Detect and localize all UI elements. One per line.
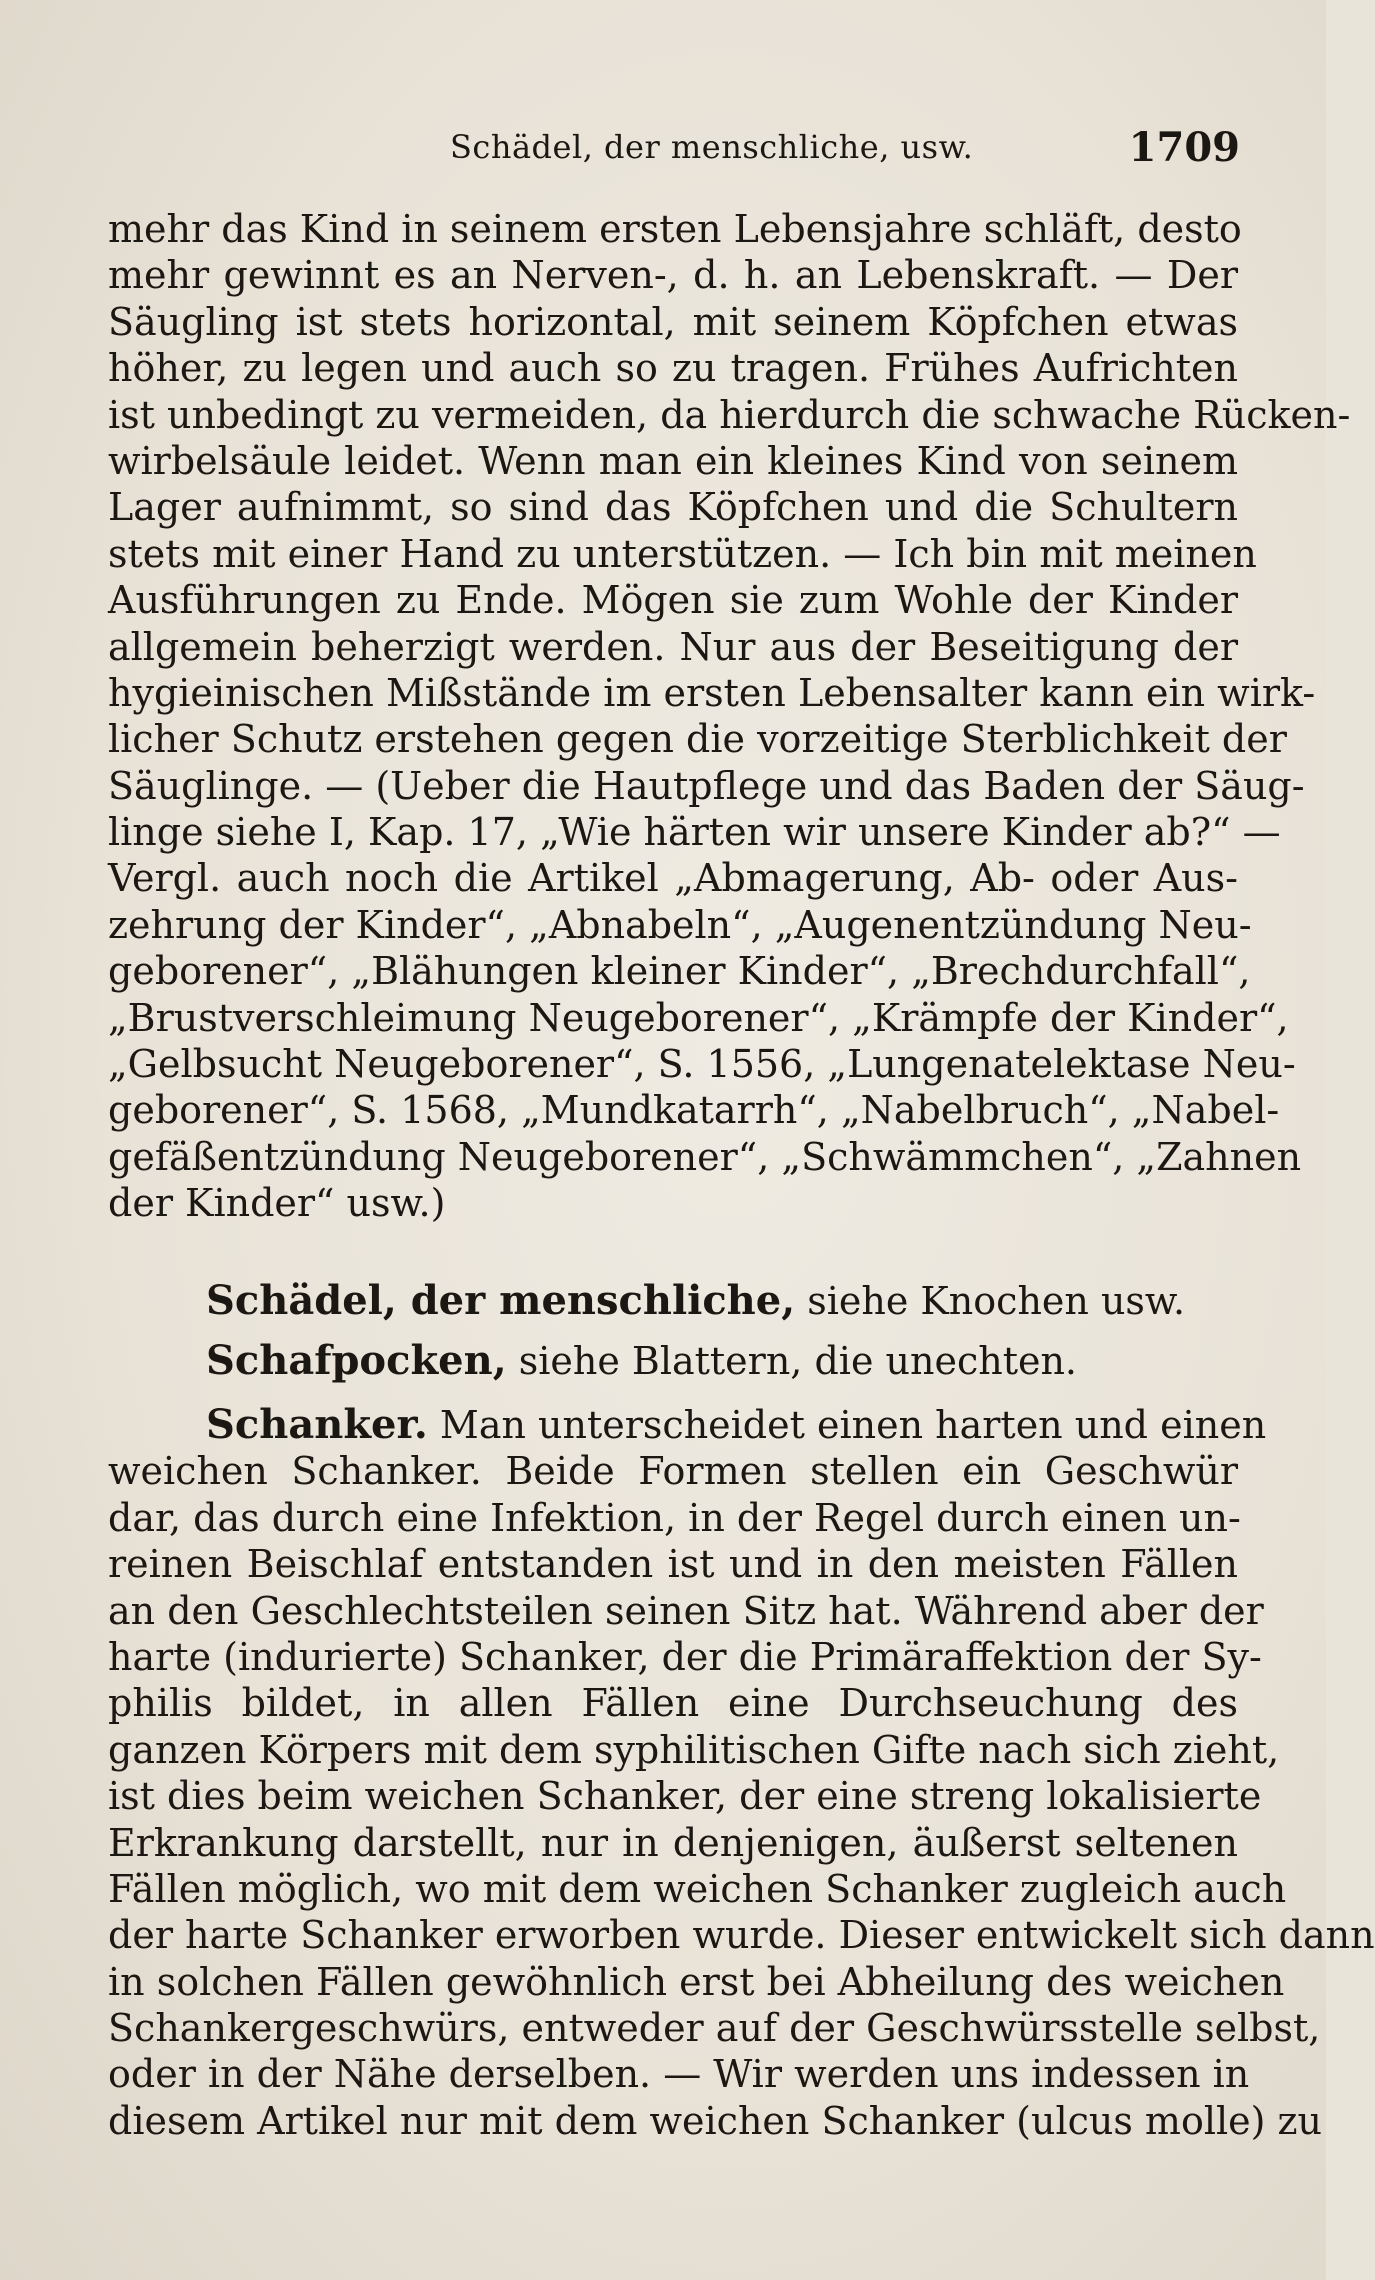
text-line: höher, zu legen und auch so zu tragen. Frühes Aufrichten	[108, 346, 1238, 391]
entry-text: Man unterscheidet einen harten und einen	[439, 1403, 1267, 1447]
text-line: mehr das Kind in seinem ersten Lebensjahre schläft, desto	[108, 207, 1242, 251]
text-line: gefäßentzündung Neugeborener“, „Schwämmchen“, „Zahnen	[108, 1134, 1302, 1179]
text-line: in solchen Fällen gewöhnlich erst bei Abheilung des weichen	[108, 1959, 1285, 2004]
entry-schanker	[108, 1401, 1375, 2144]
entry-line	[108, 1278, 1238, 1324]
text-line: Vergl. auch noch die Artikel „Abmagerung, Ab- oder Aus-	[108, 856, 1238, 901]
text-line: oder in der Nähe derselben. — Wir werden uns indessen in	[108, 2052, 1250, 2097]
entry-line	[108, 1338, 1238, 1384]
entry-headword: Schafpocken,	[206, 1337, 507, 1384]
text-line: Fällen möglich, wo mit dem weichen Schanker zugleich auch	[108, 1866, 1287, 1911]
page-number: 1709	[1128, 124, 1240, 171]
running-header	[110, 124, 1240, 184]
text-line: linge siehe I, Kap. 17, „Wie härten wir unsere Kinder ab?“ —	[108, 810, 1281, 855]
text-line: geborener“, „Blähungen kleiner Kinder“, „Brechdurchfall“,	[108, 949, 1251, 994]
text-line: an den Geschlechtsteilen seinen Sitz hat. Während aber der	[108, 1588, 1264, 1633]
text-line: zehrung der Kinder“, „Abnabeln“, „Augenentzündung Neu-	[108, 902, 1252, 947]
entry-line	[108, 1401, 1267, 1448]
text-line: weichen Schanker. Beide Formen stellen ein Geschwür	[108, 1449, 1238, 1494]
text-line: Erkrankung darstellt, nur in denjenigen, äußerst seltenen	[108, 1820, 1238, 1865]
text-line: ist dies beim weichen Schanker, der eine streng lokalisierte	[108, 1774, 1262, 1819]
entry-headword: Schanker.	[206, 1401, 428, 1448]
entry-text: siehe Blattern, die unechten.	[518, 1339, 1078, 1383]
text-line: dar, das durch eine Infektion, in der Regel durch einen un-	[108, 1495, 1241, 1540]
text-line: harte (indurierte) Schanker, der die Primäraffektion der Sy-	[108, 1634, 1262, 1679]
text-line: Säugling ist stets horizontal, mit seinem Köpfchen etwas	[108, 299, 1238, 344]
text-line: ganzen Körpers mit dem syphilitischen Gifte nach sich zieht,	[108, 1727, 1280, 1772]
text-line: geborener“, S. 1568, „Mundkatarrh“, „Nabelbruch“, „Nabel-	[108, 1088, 1280, 1133]
text-line: mehr gewinnt es an Nerven-, d. h. an Lebenskraft. — Der	[108, 253, 1238, 298]
continued-paragraph	[108, 206, 1351, 1227]
text-line: Ausführungen zu Ende. Mögen sie zum Wohle der Kinder	[108, 578, 1238, 623]
entry-schafpocken	[108, 1338, 1238, 1384]
text-line: der Kinder“ usw.)	[108, 1181, 446, 1226]
text-line: ist unbedingt zu vermeiden, da hierdurch die schwache Rücken-	[108, 392, 1351, 437]
entry-schaedel	[108, 1278, 1238, 1324]
text-line: philis bildet, in allen Fällen eine Durchseuchung des	[108, 1681, 1238, 1726]
text-line: Lager aufnimmt, so sind das Köpfchen und die Schultern	[108, 485, 1238, 530]
text-line: hygieinischen Mißstände im ersten Lebensalter kann ein wirk-	[108, 670, 1316, 715]
entry-headword: Schädel, der menschliche,	[206, 1277, 796, 1324]
text-line: „Brustverschleimung Neugeborener“, „Krämpfe der Kinder“,	[108, 995, 1289, 1040]
running-title: Schädel, der menschliche, usw.	[450, 128, 974, 166]
text-line: Schankergeschwürs, entweder auf der Geschwürsstelle selbst,	[108, 2006, 1321, 2051]
text-line: wirbelsäule leidet. Wenn man ein kleines Kind von seinem	[108, 438, 1238, 483]
text-line: Säuglinge. — (Ueber die Hautpflege und das Baden der Säug-	[108, 763, 1305, 808]
text-line: allgemein beherzigt werden. Nur aus der Beseitigung der	[108, 624, 1238, 669]
text-line: licher Schutz erstehen gegen die vorzeitige Sterblichkeit der	[108, 717, 1287, 762]
text-line: der harte Schanker erworben wurde. Dieser entwickelt sich dann	[108, 1913, 1375, 1958]
entry-text: siehe Knochen usw.	[807, 1279, 1186, 1323]
text-line: stets mit einer Hand zu unterstützen. — Ich bin mit meinen	[108, 531, 1257, 576]
text-line: diesem Artikel nur mit dem weichen Schanker (ulcus molle) zu	[108, 2098, 1323, 2143]
text-line: „Gelbsucht Neugeborener“, S. 1556, „Lungenatelektase Neu-	[108, 1042, 1296, 1087]
text-line: reinen Beischlaf entstanden ist und in den meisten Fällen	[108, 1542, 1238, 1587]
